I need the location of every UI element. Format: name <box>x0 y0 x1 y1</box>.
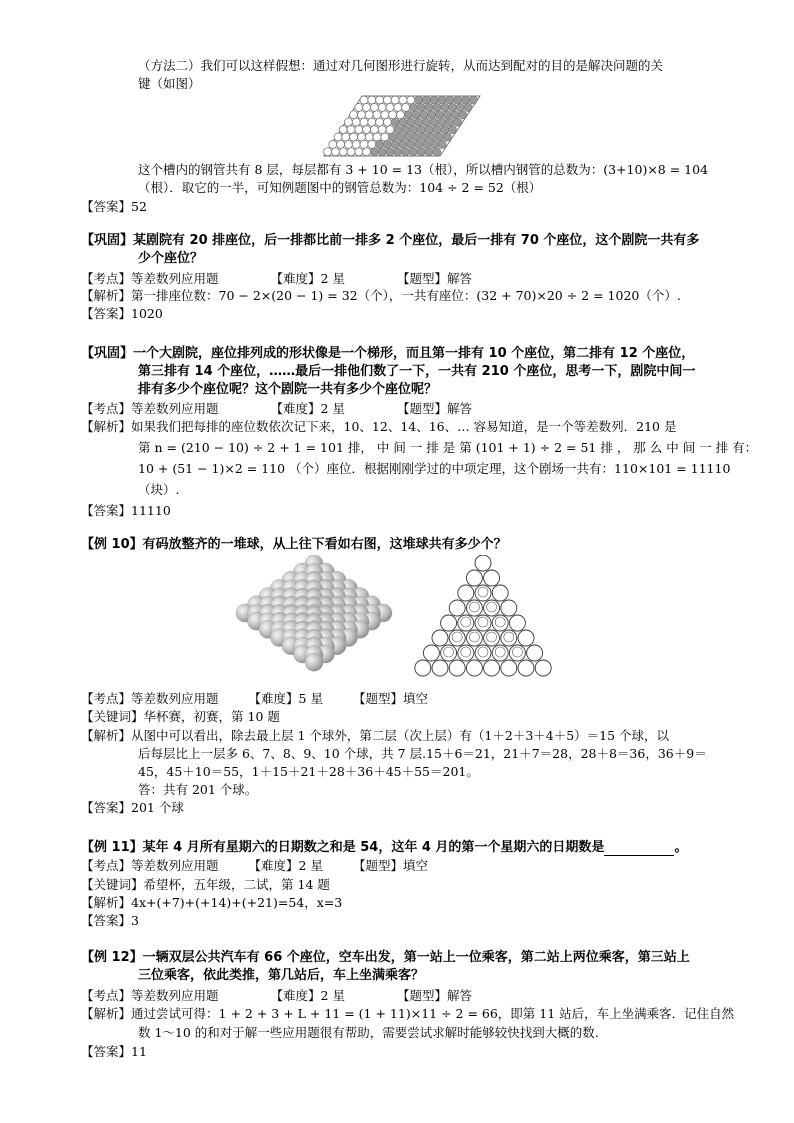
gjc-value: 华杯赛，初赛，第 10 题 <box>143 709 280 724</box>
answer-tag: 【答案】 <box>81 199 132 214</box>
pipe-circle <box>386 103 394 111</box>
ex10-tag: 【例 10】 <box>81 537 143 552</box>
pipe-circle <box>415 118 423 126</box>
q2-analysis-line-2: 第 n = (210 − 10) ÷ 2 + 1 = 101 排， 中 间 一 排 是 第 (101 + 1) ÷ 2 = 51 排 ， 那 么 中 间 一 排 有： <box>138 440 758 455</box>
jx-text: 第一排座位数：70 − 2×(20 − 1) = 32（个），一共有座位：(32 + 70)×20 ÷ 2 = 1020（个）. <box>131 288 681 303</box>
nd-tag: 【难度】 <box>270 988 321 1003</box>
pipe-circle <box>391 140 399 148</box>
jx-tag: 【解析】 <box>81 1006 132 1021</box>
pipe-circle <box>399 118 407 126</box>
ball-outline <box>484 570 500 586</box>
ex10-keywords-line <box>81 709 280 725</box>
tx-tag: 【题型】 <box>396 401 447 416</box>
pipe-circle <box>386 126 394 134</box>
pipe-circle <box>404 133 412 141</box>
pipe-circle <box>355 148 363 156</box>
answer-value: 11110 <box>131 503 171 518</box>
pipe-circle <box>456 103 464 111</box>
jx-text: 通过尝试可得：1 + 2 + 3 + L + 11 = (1 + 11)×11 ÷ 2 = 66，即第 11 站后，车上坐满乘客．记住自然 <box>131 1006 735 1021</box>
ball-outline <box>509 645 525 661</box>
ex10-question-line <box>81 537 507 553</box>
pipe-circle <box>365 111 373 119</box>
ex11-meta-line <box>81 858 428 874</box>
ball <box>305 653 323 671</box>
pipe-circle <box>368 96 376 104</box>
q2-analysis-line-3: 10 + (51 − 1)×2 = 110 （个）座位．根据刚刚学过的中项定理，这个剧场一共有：110×101 = 11110 <box>138 461 731 476</box>
method2-line-2: 键（如图） <box>138 76 201 91</box>
method2-line-1: （方法二）我们可以这样假想：通过对几何图形进行旋转，从而达到配对的目的是解决问题的关 <box>138 58 664 73</box>
pipe-circle <box>464 103 472 111</box>
tx-value: 填空 <box>403 858 429 873</box>
ball-outline <box>492 585 508 601</box>
pipe-circle <box>339 126 347 134</box>
pipe-circle <box>433 148 441 156</box>
pipe-circle <box>438 140 446 148</box>
tx-tag: 【题型】 <box>352 691 403 706</box>
q1-answer-line <box>81 306 163 322</box>
pipe-circle <box>409 148 417 156</box>
answer-tag: 【答案】 <box>81 800 132 815</box>
tx-tag: 【题型】 <box>396 271 447 286</box>
pipe-circle <box>383 96 391 104</box>
pipe-circle <box>438 96 446 104</box>
ex12-answer-line <box>81 1044 147 1060</box>
q2-tag: 【巩固】 <box>81 346 134 361</box>
pipe-circle <box>360 140 368 148</box>
answer-tag: 【答案】 <box>81 306 132 321</box>
pipe-circle <box>443 111 451 119</box>
ex12-analysis-line-2: 数 1～10 的和对于解一些应用题很有帮助，需要尝试求解时能够较快找到大概的数. <box>138 1025 599 1040</box>
pipe-circle <box>402 126 410 134</box>
pipe-circle <box>389 133 397 141</box>
pipe-circle <box>454 118 462 126</box>
ball-outline <box>458 645 474 661</box>
gjc-tag: 【关键词】 <box>81 877 144 892</box>
pipe-circle <box>360 118 368 126</box>
ball-outline <box>432 630 448 646</box>
answer-value: 3 <box>131 913 139 928</box>
ex10-meta-line <box>81 691 428 707</box>
answer-value: 1020 <box>131 306 163 321</box>
pipe-circle <box>399 96 407 104</box>
ex12-analysis-line-1 <box>81 1006 734 1022</box>
ball-pile-triangle-figure <box>408 555 558 687</box>
ball-outline <box>484 600 500 616</box>
pipe-circle <box>344 140 352 148</box>
pipe-circle <box>430 96 438 104</box>
pipe-circle <box>409 103 417 111</box>
ball-outline <box>441 615 457 631</box>
ball-outline <box>492 645 508 661</box>
ball-pile-top-view-figure <box>230 555 398 675</box>
pipe-circle <box>425 148 433 156</box>
ex10-answer-line <box>81 800 184 816</box>
pipe-circle <box>339 148 347 156</box>
pipe-circle <box>324 148 332 156</box>
pipe-circle <box>443 133 451 141</box>
answer-tag: 【答案】 <box>81 1044 132 1059</box>
ball-outline <box>458 585 474 601</box>
jx-text: 如果我们把每排的座位数依次记下来，10、12、14、16、… 容易知道，是一个等差数列．210 是 <box>131 419 677 434</box>
gjc-tag: 【关键词】 <box>81 709 144 724</box>
q2-text-1: 一个大剧院，座位排列成的形状像是一个梯形，而且第一排有 10 个座位，第二排有 12 个座位， <box>133 346 695 361</box>
pipe-circle <box>415 96 423 104</box>
pipe-circle <box>363 126 371 134</box>
ball-outline <box>415 660 431 676</box>
pipe-circle <box>402 148 410 156</box>
pipe-circle <box>368 140 376 148</box>
pipe-circle <box>376 140 384 148</box>
pipe-circle <box>381 133 389 141</box>
ex12-question-line-2: 三位乘客，依此类推，第几站后，车上坐满乘客？ <box>138 968 425 983</box>
pipe-circle <box>386 148 394 156</box>
ex12-text-1: 一辆双层公共汽车有 66 个座位，空车出发，第一站上一位乘客，第二站上两位乘客，第三站上 <box>142 950 690 965</box>
ex11-analysis-line <box>81 895 342 911</box>
pipe-circle <box>363 148 371 156</box>
pipe-circle <box>399 140 407 148</box>
q1-text-1: 某剧院有 20 排座位，后一排都比前一排多 2 个座位，最后一排有 70 个座位，这个剧院一共有多 <box>133 233 700 248</box>
pipe-circle <box>417 126 425 134</box>
tx-tag: 【题型】 <box>396 988 447 1003</box>
ball-outline <box>423 645 439 661</box>
pipe-circle <box>422 96 430 104</box>
method2-line-4: （根）．取它的一半，可知例题图中的钢管总数为：104 ÷ 2 = 52（根） <box>138 180 542 195</box>
pipe-circle <box>420 133 428 141</box>
pipe-circle <box>417 148 425 156</box>
ball-outline <box>501 600 517 616</box>
tx-value: 解答 <box>447 988 473 1003</box>
pipe-circle <box>352 140 360 148</box>
pipe-circle <box>363 103 371 111</box>
pipe-circle <box>428 133 436 141</box>
method2-line-3: 这个槽内的钢管共有 8 层，每层都有 3 + 10 = 13（根），所以槽内钢管的总数为：(3+10)×8 = 104 <box>138 162 709 177</box>
ball-outline <box>449 630 465 646</box>
nd-tag: 【难度】 <box>248 691 299 706</box>
pipe-circle <box>344 118 352 126</box>
pipe-circle <box>420 111 428 119</box>
ex12-meta-line <box>81 988 472 1004</box>
ex11-answer-line <box>81 913 139 929</box>
ex11-keywords-line <box>81 877 330 893</box>
ex11-text-end: 。 <box>674 840 688 855</box>
ball-outline <box>432 660 448 676</box>
pipe-circle <box>355 103 363 111</box>
ex11-text: 某年 4 月所有星期六的日期数之和是 54，这年 4 月的第一个星期六的日期数是 <box>142 840 605 855</box>
answer-value: 11 <box>131 1044 147 1059</box>
ex12-tag: 【例 12】 <box>81 950 143 965</box>
pipe-circle <box>391 118 399 126</box>
nd-tag: 【难度】 <box>248 858 299 873</box>
answer-blank[interactable] <box>604 843 674 856</box>
ex11-question-line <box>81 840 687 856</box>
pipe-circle <box>438 118 446 126</box>
pipe-circle <box>402 103 410 111</box>
pipe-circle <box>404 111 412 119</box>
pipe-circle <box>383 118 391 126</box>
tx-tag: 【题型】 <box>352 858 403 873</box>
ball-outline <box>484 660 500 676</box>
q1-analysis-line <box>81 288 681 304</box>
pipe-circle <box>360 96 368 104</box>
ball-outline <box>535 660 551 676</box>
pipe-circle <box>428 111 436 119</box>
pipe-circle <box>417 103 425 111</box>
pipe-circle <box>357 111 365 119</box>
pipe-circle <box>461 96 469 104</box>
pipe-circle <box>370 126 378 134</box>
ball-outline <box>509 615 525 631</box>
pipe-circle <box>396 111 404 119</box>
nd-value: 2 星 <box>320 401 345 416</box>
jx-text: 4x+(+7)+(+14)+(+21)=54，x=3 <box>131 895 343 910</box>
nd-value: 2 星 <box>320 271 345 286</box>
pipe-circle <box>357 133 365 141</box>
pipe-circle <box>394 126 402 134</box>
ball-outline <box>475 585 491 601</box>
q2-analysis-line-4: （块）. <box>138 482 180 497</box>
pipe-circle <box>446 96 454 104</box>
pipe-circle <box>435 111 443 119</box>
pipe-circle <box>378 148 386 156</box>
pipe-circle <box>433 126 441 134</box>
jx-tag: 【解析】 <box>81 728 132 743</box>
kd-tag: 【考点】 <box>81 271 132 286</box>
nd-value: 2 星 <box>298 858 323 873</box>
jx-tag: 【解析】 <box>81 288 132 303</box>
pipe-circle <box>373 133 381 141</box>
pipe-circle <box>394 103 402 111</box>
pipe-circle <box>347 126 355 134</box>
pipe-circle <box>448 103 456 111</box>
ball-outline <box>475 555 491 571</box>
ball-outline <box>466 600 482 616</box>
pipe-circle <box>441 103 449 111</box>
ball-outline <box>458 615 474 631</box>
pipe-circle <box>446 118 454 126</box>
pipe-circle <box>381 111 389 119</box>
pipe-circle <box>422 140 430 148</box>
answer-tag: 【答案】 <box>81 503 132 518</box>
pipe-circle <box>373 111 381 119</box>
pipe-circle <box>329 140 337 148</box>
ball-outline <box>449 600 465 616</box>
pipe-circle <box>451 111 459 119</box>
pipe-circle <box>350 133 358 141</box>
pipe-circle <box>389 111 397 119</box>
ball-outline <box>518 660 534 676</box>
pipe-circle <box>394 148 402 156</box>
ex11-tag: 【例 11】 <box>81 840 143 855</box>
ex10-text: 有码放整齐的一堆球，从上往下看如右图，这堆球共有多少个？ <box>142 537 507 552</box>
ex10-analysis-line-4: 答：共有 201 个球。 <box>138 782 258 797</box>
tx-value: 填空 <box>403 691 429 706</box>
pipe-circle <box>469 96 477 104</box>
gjc-value: 希望杯，五年级，二试，第 14 题 <box>143 877 330 892</box>
nd-value: 5 星 <box>298 691 323 706</box>
ball-outline <box>518 630 534 646</box>
pipe-circle <box>425 103 433 111</box>
pipe-circle <box>331 148 339 156</box>
q2-answer-line <box>81 503 171 519</box>
q2-question-line-3: 排有多少个座位呢？这个剧院一共有多少个座位呢？ <box>138 382 438 397</box>
q1-question-line-1 <box>81 233 699 249</box>
ball-outline <box>527 645 543 661</box>
nd-value: 2 星 <box>320 988 345 1003</box>
ball-outline <box>441 645 457 661</box>
pipe-circle <box>396 133 404 141</box>
pipe-circle <box>376 96 384 104</box>
pipe-circle <box>355 126 363 134</box>
pipe-circle <box>391 96 399 104</box>
answer-value: 52 <box>131 199 147 214</box>
pipe-circle <box>433 103 441 111</box>
pipe-circle <box>370 148 378 156</box>
ball-outline <box>466 630 482 646</box>
pipe-circle <box>368 118 376 126</box>
pipe-circle <box>378 126 386 134</box>
ex10-analysis-line-2: 后每层比上一层多 6、7、8、9、10 个球，共 7 层.15＋6＝21，21＋7＝28，28＋8＝36，36＋9＝ <box>138 746 707 761</box>
ball-outline <box>449 660 465 676</box>
ex10-analysis-line-3: 45，45＋10＝55，1＋15＋21＋28＋36＋45＋55＝201。 <box>138 764 479 779</box>
pipe-circle <box>342 133 350 141</box>
pipe-circle <box>407 140 415 148</box>
kd-tag: 【考点】 <box>81 988 132 1003</box>
pipe-circle <box>350 111 358 119</box>
pipe-circle <box>412 111 420 119</box>
pipe-circle <box>378 103 386 111</box>
kd-value: 等差数列应用题 <box>131 271 219 286</box>
q2-question-line-1 <box>81 346 694 362</box>
answer-tag: 【答案】 <box>81 913 132 928</box>
ball-outline <box>492 615 508 631</box>
ball-outline <box>484 630 500 646</box>
answer-value: 201 个球 <box>131 800 184 815</box>
pipe-circle <box>337 140 345 148</box>
pipe-circle <box>415 140 423 148</box>
ball-outline <box>475 615 491 631</box>
pipe-circle <box>383 140 391 148</box>
pipe-circle <box>441 126 449 134</box>
pipe-circle <box>422 118 430 126</box>
pipe-circle <box>448 126 456 134</box>
kd-value: 等差数列应用题 <box>131 401 219 416</box>
answer-line <box>81 199 147 215</box>
pipe-circle <box>430 140 438 148</box>
ball-outline <box>501 660 517 676</box>
q2-analysis-line-1 <box>81 419 676 435</box>
ball-outline <box>466 570 482 586</box>
pipe-circle <box>352 118 360 126</box>
pipe-circle <box>347 148 355 156</box>
pipe-circle <box>407 96 415 104</box>
kd-value: 等差数列应用题 <box>131 691 219 706</box>
jx-tag: 【解析】 <box>81 895 132 910</box>
kd-value: 等差数列应用题 <box>131 988 219 1003</box>
pipe-circle <box>454 96 462 104</box>
pipe-circle <box>409 126 417 134</box>
nd-tag: 【难度】 <box>270 401 321 416</box>
pipe-circle <box>459 111 467 119</box>
q2-question-line-2: 第三排有 14 个座位，……最后一排他们数了一下，一共有 210 个座位，思考一下，剧院中间一 <box>138 364 696 379</box>
nd-tag: 【难度】 <box>270 271 321 286</box>
pipe-circle <box>425 126 433 134</box>
q1-meta-line <box>81 271 472 287</box>
kd-tag: 【考点】 <box>81 401 132 416</box>
pipe-circle <box>365 133 373 141</box>
ex10-analysis-line-1 <box>81 728 669 744</box>
ball-outline <box>475 645 491 661</box>
pipe-parallelogram-figure <box>322 94 482 158</box>
ball-outline <box>501 630 517 646</box>
jx-tag: 【解析】 <box>81 419 132 434</box>
pipe-circle <box>407 118 415 126</box>
tx-value: 解答 <box>447 271 473 286</box>
q2-meta-line <box>81 401 472 417</box>
pipe-circle <box>435 133 443 141</box>
kd-tag: 【考点】 <box>81 691 132 706</box>
pipe-circle <box>430 118 438 126</box>
pipe-circle <box>334 133 342 141</box>
q1-tag: 【巩固】 <box>81 233 134 248</box>
pipe-circle <box>412 133 420 141</box>
kd-tag: 【考点】 <box>81 858 132 873</box>
ex12-question-line-1 <box>81 950 690 966</box>
pipe-circle <box>376 118 384 126</box>
pipe-circle <box>370 103 378 111</box>
q1-question-line-2: 少个座位？ <box>138 251 204 266</box>
kd-value: 等差数列应用题 <box>131 858 219 873</box>
jx-text: 从图中可以看出，除去最上层 1 个球外，第二层（次上层）有（1＋2＋3＋4＋5）＝15 个球，以 <box>131 728 670 743</box>
ball-outline <box>466 660 482 676</box>
tx-value: 解答 <box>447 401 473 416</box>
